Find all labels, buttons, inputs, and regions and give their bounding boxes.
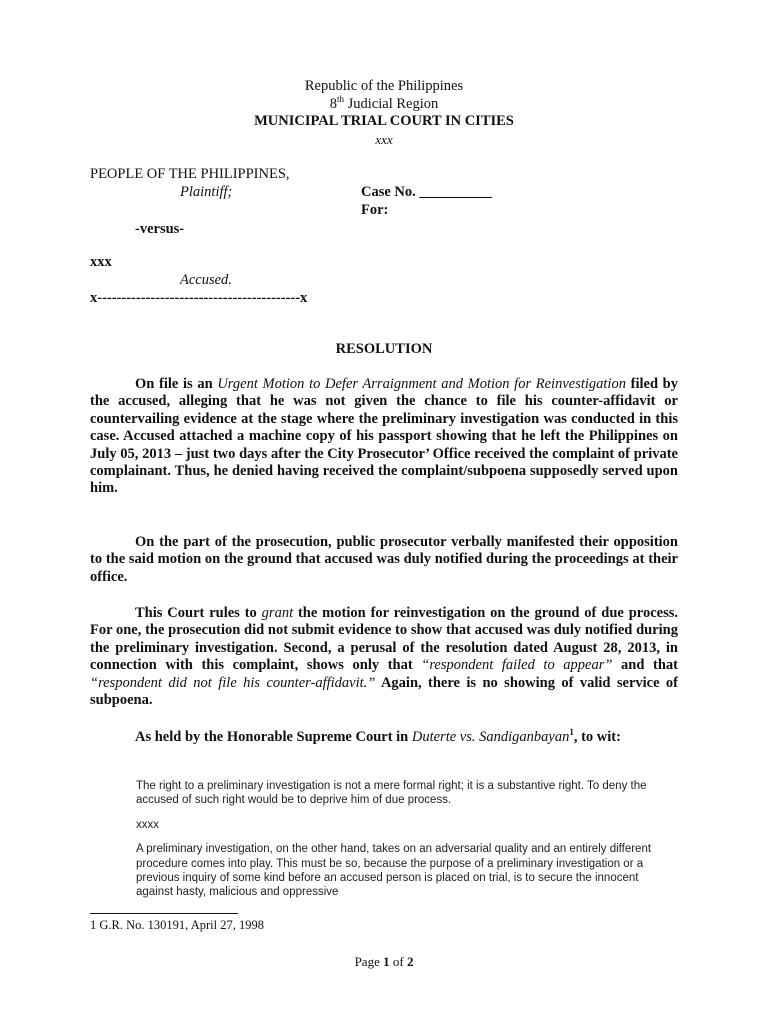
p3-text-e: and that [612,657,678,674]
plaintiff-name: PEOPLE OF THE PHILIPPINES, [90,166,290,182]
page-label: Page [354,954,384,969]
republic-line: Republic of the Philippines [304,78,464,94]
region-line [0,93,768,114]
p4-text-a: As held by the Honorable Supreme Court in [135,729,412,745]
case-for: For: [361,202,389,218]
p1-text-a: On file is an [135,376,218,392]
page-current: 1 [383,954,390,969]
page-number [0,954,768,970]
quote-para-2: A preliminary investigation, on the other hand, takes on an adversarial quality and an entirely different procedure comes into play. This must be so, because the purpose of a preliminary investigation or a previous inquiry of some kind before an accused person is placed on trial, is to secure the innocent against hasty, malicious and oppressive [136,843,652,899]
document-header [0,78,768,148]
region-number: 8 [329,95,337,112]
p1-text-c: filed by the accused, alleging that he was not given the chance to file his counter-affidavit or countervailing evidence at the stage where the preliminary investigation was conducted in this case. Accused attached a machine copy of his passport showing that he left the Philippines on July 05, 2013 – just two days after the City Prosecutor’ Office received the complaint of private complainant. Thus, he denied having received the complaint/subpoena supposedly served upon him. [90,376,678,497]
footnote-ref: 1 [569,727,574,738]
footnote: 1 G.R. No. 130191, April 27, 1998 [90,918,264,932]
page-total: 2 [406,954,414,969]
p3-quote-1: “respondent failed to appear” [421,657,613,674]
region-ordinal: th [336,93,344,104]
p1-motion-title: Urgent Motion to Defer Arraignment and Motion for Reinvestigation [217,376,626,392]
p3-text-g: Again, there is no showing of valid service of subpoena. [90,674,679,709]
footnote-rule [90,913,238,914]
paragraph-2 [90,534,678,586]
p3-quote-2: “respondent did not file his counter-affidavit.” [90,674,376,691]
case-number: Case No. __________ [361,184,492,200]
page-of: of [389,954,407,969]
quote-ellipsis: xxxx [136,818,159,831]
p2-text: On the part of the prosecution, public prosecutor verbally manifested their opposition to the said motion on the ground that accused was duly notified during the proceedings at their office. [90,534,678,585]
p3-text-c: the motion for reinvestigation on the ground of due process. For one, the prosecution did not submit evidence to show that accused was duly notified during the preliminary investigation. Second, a perusal of the resolution dated August 28, 2013, in connection with this complaint, shows only that [90,605,678,674]
block-quote [136,779,677,900]
p4-text-c: , to wit: [573,729,621,745]
plaintiff-role: Plaintiff; [180,184,233,200]
p4-case-name: Duterte vs. Sandiganbayan [411,729,570,745]
paragraph-3 [90,605,678,709]
p3-grant: grant [261,605,294,621]
p3-text-a: This Court rules to [135,605,262,621]
accused-role: Accused. [180,272,232,288]
court-place: xxx [375,131,393,147]
region-text: Judicial Region [344,95,439,112]
versus-label: -versus- [135,221,185,237]
court-name: MUNICIPAL TRIAL COURT IN CITIES [254,113,514,129]
quote-para-1: The right to a preliminary investigation is not a mere formal right; it is a substantive right. To deny the accused of such right would be to deprive him of due process. [136,780,647,807]
accused-name: xxx [90,254,112,270]
paragraph-4 [90,729,678,746]
paragraph-1 [90,376,678,498]
caption-divider: x------------------------------------------x [90,290,308,306]
document-title: RESOLUTION [335,341,433,357]
